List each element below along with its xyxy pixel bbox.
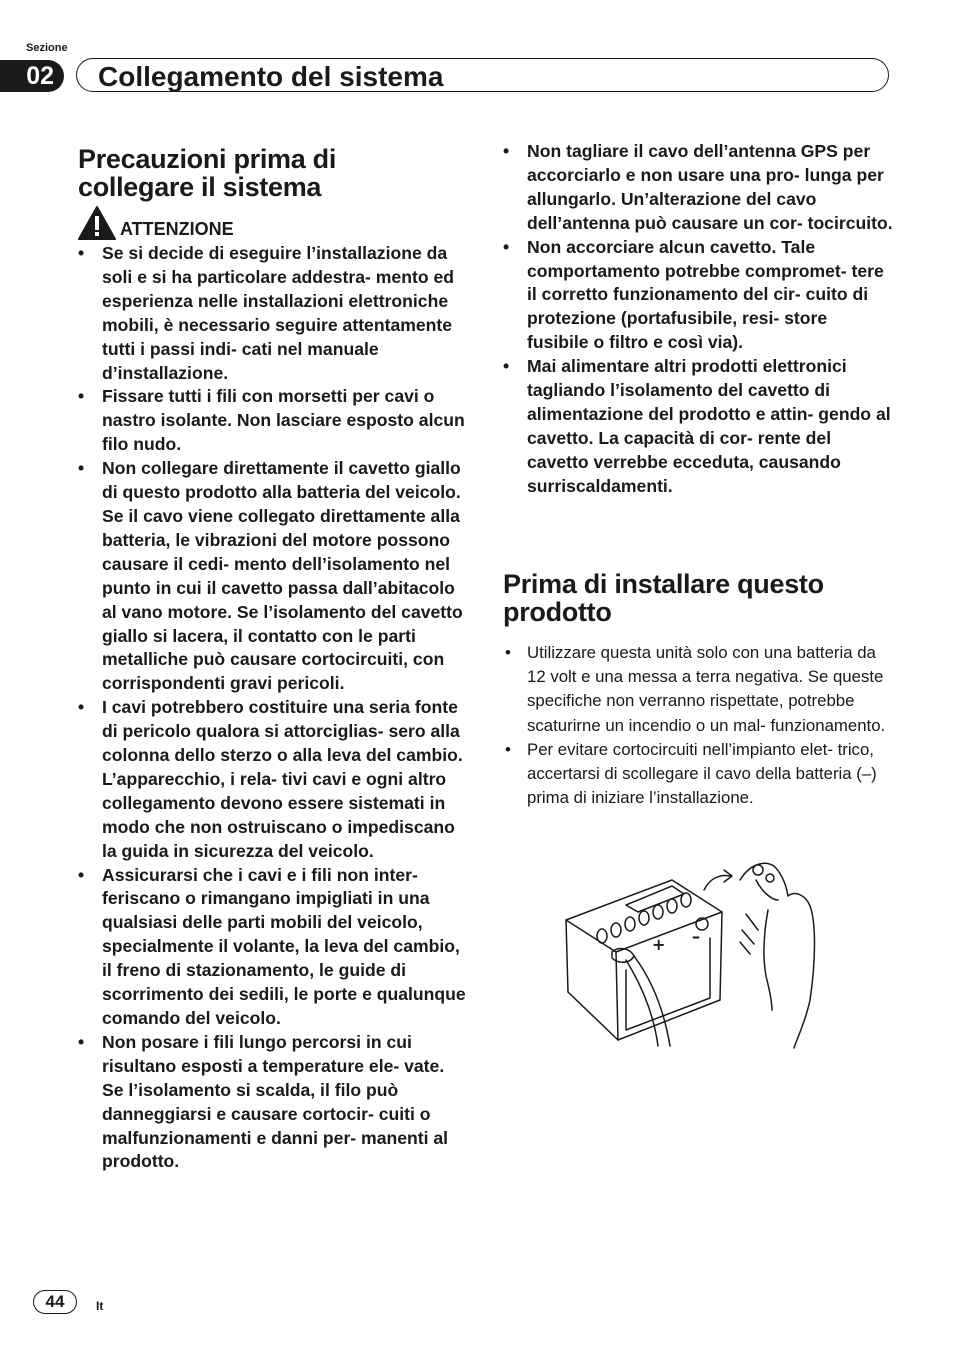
section-title: Collegamento del sistema bbox=[98, 61, 444, 92]
list-item: • Non tagliare il cavo dell’antenna GPS per accorciarlo e non usare una pro- lunga per allungarlo. Un’alterazione del cavo dell’antenna può causare un cor- tocircuito. bbox=[503, 140, 893, 236]
warning-label: ATTENZIONE bbox=[120, 219, 234, 239]
list-item: • Fissare tutti i fili con morsetti per cavi o nastro isolante. Non lasciare esposto alcun filo nudo. bbox=[78, 385, 468, 457]
sezione-label: Sezione bbox=[26, 42, 68, 54]
warning-triangle-icon bbox=[78, 206, 116, 240]
list-item: • Mai alimentare altri prodotti elettronici tagliando l’isolamento del cavetto di alimentazione del prodotto e attin- gendo al cavetto. La capacità di cor- rente del cavetto verrebbe ecceduta, causando surriscaldamenti. bbox=[503, 355, 893, 498]
list-item: • Non posare i fili lungo percorsi in cui risultano esposti a temperature ele- vate. Se l’isolamento si scalda, il filo può danneggiarsi e causare cortocir- cuiti o malfunzionamenti e danni per- manenti al prodotto. bbox=[78, 1031, 468, 1174]
list-item: • I cavi potrebbero costituire una seria fonte di pericolo qualora si attorciglias- sero alla colonna dello sterzo o alla leva del cambio. L’apparecchio, i rela- tivi cavi e ogni altro collegamento devono essere sistemati in modo che non ostruiscano o impediscano la guida in sicurezza del veicolo. bbox=[78, 696, 468, 863]
install-notes-list bbox=[503, 641, 893, 810]
battery-disconnect-illustration bbox=[560, 850, 830, 1050]
battery-minus-label: – bbox=[692, 927, 700, 946]
heading-prima-line2: prodotto bbox=[503, 597, 612, 627]
list-item: • Per evitare cortocircuiti nell’impianto elet- trico, accertarsi di scollegare il cavo della batteria (–) prima di iniziare l’installazione. bbox=[503, 738, 893, 811]
heading-precauzioni bbox=[78, 145, 336, 201]
section-number-badge: 02 bbox=[0, 60, 64, 92]
heading-precauzioni-line1: Precauzioni prima di bbox=[78, 144, 337, 174]
caution-list bbox=[78, 242, 468, 1174]
list-item: • Non accorciare alcun cavetto. Tale comportamento potrebbe compromet- tere il corretto funzionamento del cir- cuito di protezione (portafusibile, resi- store fusibile o filtro e così via). bbox=[503, 236, 893, 356]
caution-list-continued bbox=[503, 140, 893, 499]
language-code: It bbox=[96, 1299, 104, 1313]
heading-precauzioni-line2: collegare il sistema bbox=[78, 172, 322, 202]
heading-prima-di-installare bbox=[503, 570, 824, 626]
heading-prima-line1: Prima di installare questo bbox=[503, 569, 824, 599]
list-item: • Assicurarsi che i cavi e i fili non inter- feriscano o rimangano impigliati in una qualsiasi delle parti mobili del veicolo, specialmente il volante, la leva del cambio, il freno di stazionamento, le guide di scorrimento dei sedili, le porte e qualunque comando del veicolo. bbox=[78, 864, 468, 1031]
list-item: • Se si decide di eseguire l’installazione da soli e si ha particolare addestra- mento ed esperienza nelle installazioni elettroniche mobili, è necessario seguire attentamente tutti i passi indi- cati nel manuale d’installazione. bbox=[78, 242, 468, 385]
battery-plus-label: + bbox=[652, 935, 666, 954]
list-item: • Utilizzare questa unità solo con una batteria da 12 volt e una messa a terra negativa. Se queste specifiche non verranno rispettate, potrebbe scaturirne un incendio o un mal- funzionamento. bbox=[503, 641, 893, 738]
page-number: 44 bbox=[33, 1290, 77, 1314]
list-item: • Non collegare direttamente il cavetto giallo di questo prodotto alla batteria del veicolo. Se il cavo viene collegato direttamente alla batteria, le vibrazioni del motore possono causare il cedi- mento dell’isolamento nel punto in cui il cavetto passa dall’abitacolo al vano motore. Se l’isolamento del cavetto giallo si lacera, il contatto con le parti metalliche può causare cortocircuiti, con corrispondenti gravi pericoli. bbox=[78, 457, 468, 696]
